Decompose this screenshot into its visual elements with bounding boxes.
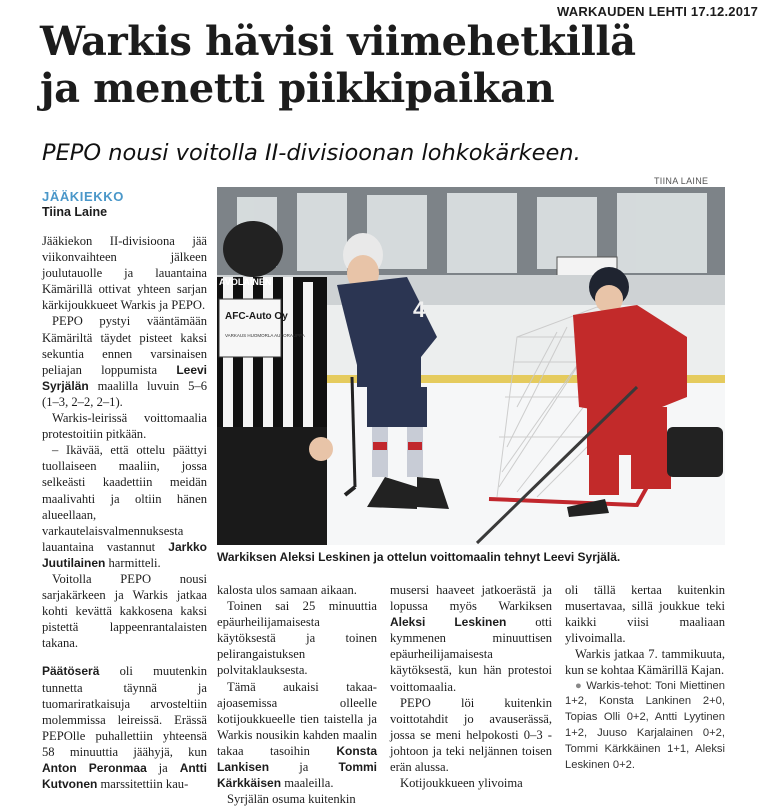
col1-paragraph: Jääkiekon II-divisioona jää viikonvaihteen jälkeen joulutauolle ja lauantaina Kämärillä ottivat yhteen sarjan kärkijoukkueet Warkis ja PEPO.: [42, 234, 207, 313]
person-name: Antti Kutvonen: [42, 761, 208, 792]
referee-tag: AVOLAINEN: [219, 277, 272, 287]
col2-paragraph: Syrjälän osuma kuitenkin: [227, 792, 356, 807]
person-name: Anton Peronmaa: [42, 761, 147, 775]
referee-patch-1: AFC-Auto Oy: [225, 311, 288, 322]
col1-paragraph: PEPO pystyi vääntämään Kämäriltä täydet pisteet kaksi sekuntia ennen varsinaisen peliajan loppumista Leevi Syrjälän maalilla luvuin 5–6 (1–3, 2–2, 2–1).: [42, 314, 207, 409]
jersey-number: 4: [413, 297, 426, 322]
hockey-photo: [217, 187, 725, 545]
col4-paragraph: Warkis jatkaa 7. tammikuuta, kun se kohtaa Kämärillä Kajan.: [565, 647, 725, 678]
article-column-3: [390, 582, 552, 791]
author-byline: Tiina Laine: [42, 205, 108, 219]
col3-paragraph: Kotijoukkueen ylivoima: [400, 776, 523, 791]
article-column-1: [42, 233, 207, 792]
col1-paragraph: Warkis-leirissä voittomaalia protestoitiin pitkään.: [42, 411, 207, 442]
col3-paragraph: musersi haaveet jatkoerästä ja lopussa myös Warkiksen Aleksi Leskinen otti kymmenen minuuttisen epäurheilijamaisesta käytöksestä, kun hän protestoi voittomaalia.: [390, 583, 552, 694]
person-name: Leevi Syrjälän: [42, 362, 207, 393]
hockey-scene-illustration: [217, 187, 725, 545]
person-name: Konsta Lankisen: [217, 743, 377, 775]
referee-patch-2: VARKAUS HUOMORLA AUTORAUPPA: [225, 333, 305, 338]
col1-paragraph: Päätöserä oli muutenkin tunnetta täynnä ja tuomariratkaisuja arvosteltiin molemmissa leireissä. Erässä PEPOlle puhallettiin yhteensä 58 minuuttia jäähyjä, kun Anton Peronmaa ja Antti Kutvonen marssitettiin kau-: [42, 664, 208, 792]
col2-paragraph: kalosta ulos samaan aikaan.: [217, 583, 357, 597]
section-label: JÄÄKIEKKO: [42, 189, 124, 204]
subheadline: PEPO nousi voitolla II-divisioonan lohkokärkeen.: [42, 140, 581, 166]
col3-paragraph: PEPO löi kuitenkin voittotahdit jo avauserässä, jossa se meni helpokosti 0–3 -johtoon ja teki neljännen toisen erän alussa.: [390, 695, 552, 775]
photo-credit: TIINA LAINE: [654, 176, 709, 186]
person-name: Aleksi Leskinen: [390, 615, 507, 630]
headline-line-2: ja menetti piikkipaikan: [40, 65, 555, 112]
headline-line-1: Warkis hävisi viimehetkillä: [40, 18, 636, 65]
col2-paragraph: Toinen sai 25 minuuttia epäurheilijamaisesta käytöksestä ja toinen pelirangaistuksen polvitaklauksesta.: [217, 599, 377, 678]
col4-paragraph: oli tällä kertaa kuitenkin musertavaa, sillä joukkue teki kaikki viisi maaliaan ylivoimalla.: [565, 583, 725, 646]
col1-paragraph: – Ikävää, että ottelu päättyi tuollaiseen maaliin, jossa selkeästi kaadettiin meidän maalivahti ja oltiin hänen alueellaan, varkautelaisvalmennuksesta lauantaina vastannut Jarkko Juutilainen harmitteli.: [42, 443, 207, 570]
player-stats: ● Warkis-tehot: Toni Miettinen 1+2, Konsta Lankinen 2+0, Topias Olli 0+2, Antti Lyytinen 1+2, Juuso Karjalainen 0+2, Tommi Kärkkäinen 1+1, Aleksi Leskinen 0+2.: [565, 679, 725, 771]
article-column-4: [565, 582, 725, 773]
article-column-2: [217, 582, 377, 807]
publication-date: WARKAUDEN LEHTI 17.12.2017: [557, 4, 758, 19]
col1-paragraph: Voitolla PEPO nousi sarjakärkeen ja Warkis jatkaa kohti kevättä kakkosena kaksi pistettä lappeenrantalaisten takana.: [42, 571, 207, 651]
photo-caption: Warkiksen Aleksi Leskinen ja ottelun voittomaalin tehnyt Leevi Syrjälä.: [217, 550, 621, 564]
col2-paragraph: Tämä aukaisi takaa-ajoasemissa olleelle kotijoukkueelle tien taistella ja Warkis nousikin kahden maalin takaa tasoihin Konsta Lankisen ja Tommi Kärkkäisen maaleilla.: [217, 679, 377, 791]
headline: [40, 18, 760, 112]
person-name: Tommi Kärkkäisen: [217, 760, 377, 791]
subhead-lead: Päätöserä: [42, 664, 100, 679]
bullet-icon: ●: [575, 679, 583, 692]
person-name: Jarkko Juutilainen: [42, 539, 207, 570]
